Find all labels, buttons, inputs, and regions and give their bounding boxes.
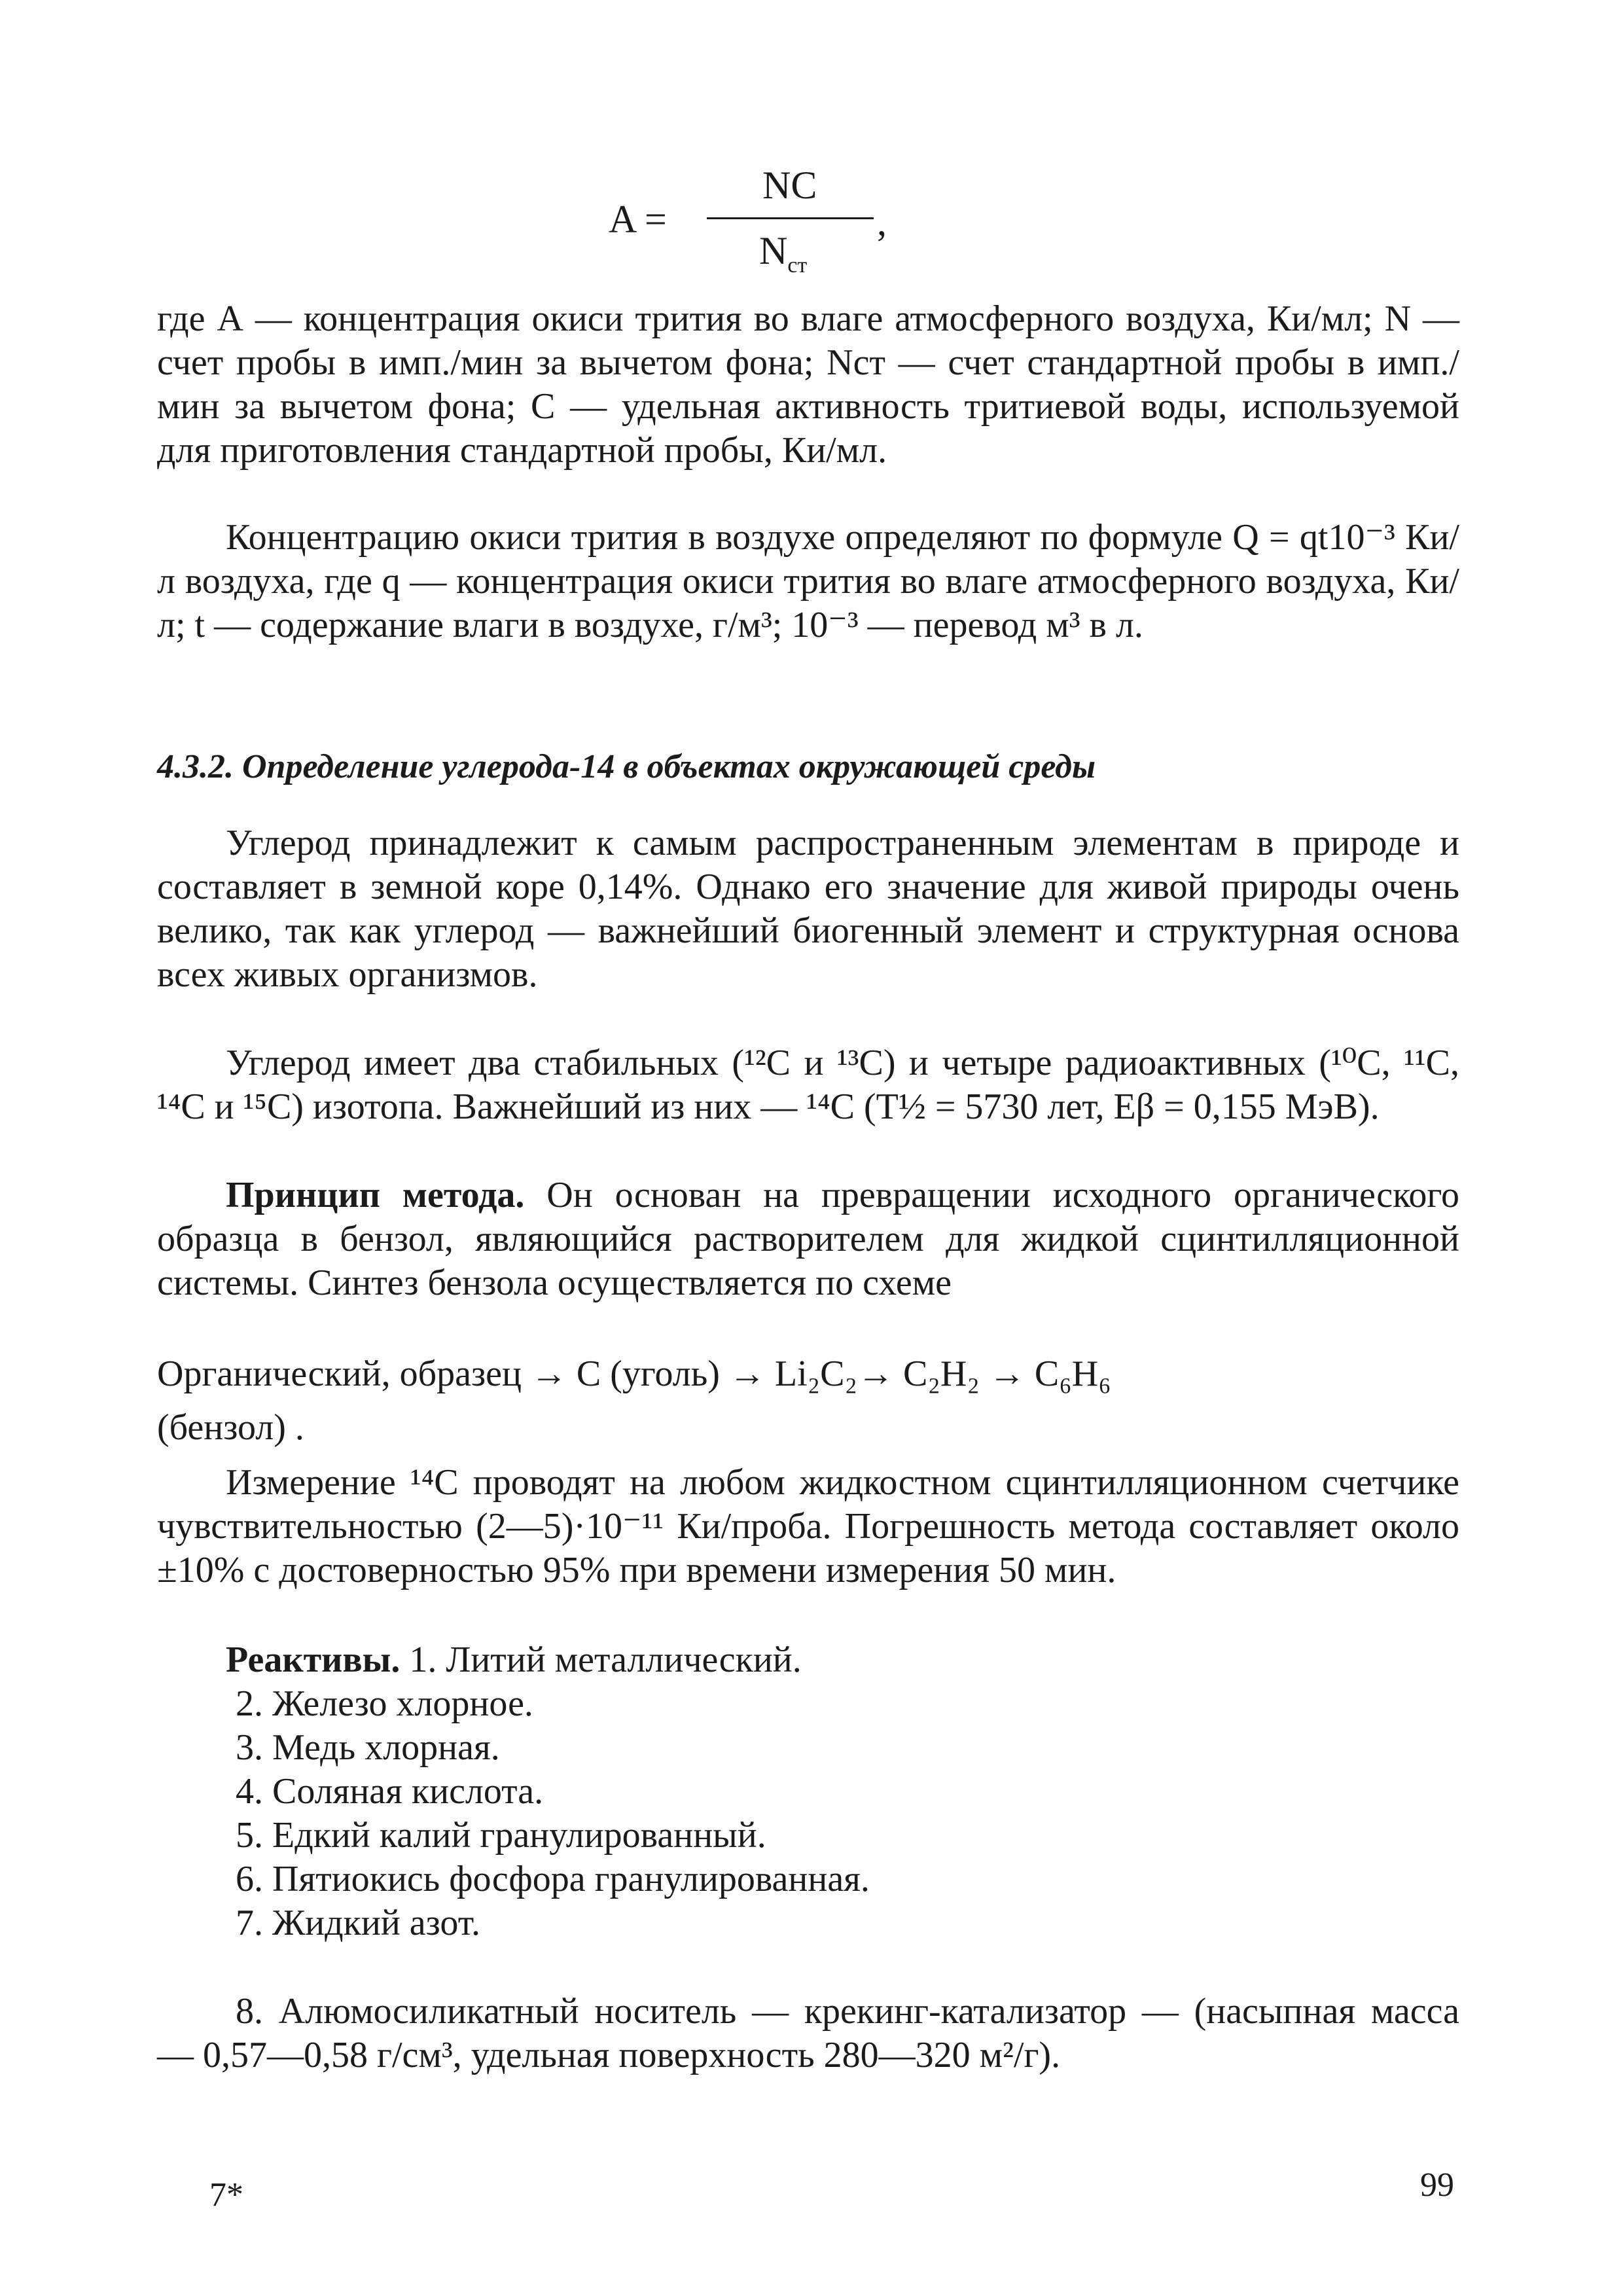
principle-text: Он основан на превращении исходного органического образца в бензол, являющийся растворителем для жидкой сцинтилляционной системы. Синтез бензола осуществляется по схеме: [157, 1175, 1460, 1303]
principle-label: Принцип метода.: [226, 1175, 525, 1215]
formula-trailing: ,: [877, 200, 887, 243]
reagent-item: 7. Жидкий азот.: [236, 1903, 480, 1943]
paragraph-tritium-air: Концентрацию окиси трития в воздухе определяют по формуле Q = qt10⁻³ Ки/л воздуха, где q — концентрация окиси трития во влаге атмосферного воздуха, Ки/л; t — содержание влаги в воздухе, г/м³; 10⁻³ — перевод м³ в л.: [157, 517, 1459, 645]
formula-denominator-base: N: [759, 229, 788, 272]
section-heading: 4.3.2. Определение углерода-14 в объектах окружающей среды: [157, 748, 1096, 785]
formula-denominator: [759, 229, 807, 287]
reagent-item: 3. Медь хлорная.: [236, 1727, 500, 1768]
formula-denominator-sub: ст: [787, 253, 808, 278]
paragraph-where: где А — концентрация окиси трития во влаге атмосферного воздуха, Ки/мл; N — счет пробы в имп./мин за вычетом фона; Nст — счет стандартной пробы в имп./мин за вычетом фона; С — удельная активность тритиевой воды, используемой для приготовления стандартной пробы, Ки/мл.: [157, 298, 1459, 471]
reagent-item: 4. Соляная кислота.: [236, 1771, 544, 1812]
reagents-list: [236, 1682, 870, 1945]
reagent-item-1: 1. Литий металлический.: [400, 1640, 802, 1680]
formula-lhs: A =: [609, 198, 667, 241]
formula-concentration: [609, 164, 910, 295]
fraction-bar: [707, 217, 874, 219]
reagent-item: 6. Пятиокись фосфора гранулированная.: [236, 1859, 870, 1899]
formula-numerator: NC: [762, 164, 817, 207]
page-number: 99: [1420, 2166, 1454, 2204]
reagent-item: 5. Едкий калий гранулированный.: [236, 1815, 766, 1856]
paragraph-measurement: Измерение ¹⁴С проводят на любом жидкостном сцинтилляционном счетчике чувствительностью (2—5)·10⁻¹¹ Ки/проба. Погрешность метода составляет около ±10% с достоверностью 95% при времени измерения 50 мин.: [157, 1462, 1459, 1590]
paragraph-principle: [157, 1174, 1459, 1305]
paragraph-isotopes: Углерод имеет два стабильных (¹²С и ¹³С) и четыре радиоактивных (¹⁰С, ¹¹С, ¹⁴С и ¹⁵С) изотопа. Важнейший из них — ¹⁴С (T½ = 5730 лет, Eβ = 0,155 МэВ).: [157, 1043, 1459, 1127]
reagents-label: Реактивы.: [226, 1640, 401, 1680]
paragraph-carbon: Углерод принадлежит к самым распространенным элементам в природе и составляет в земной коре 0,14%. Однако его значение для живой природы очень велико, так как углерод — важнейший биогенный элемент и структурная основа всех живых организмов.: [157, 823, 1459, 995]
reagent-item: 2. Железо хлорное.: [236, 1683, 533, 1724]
reagent-item-8: 8. Алюмосиликатный носитель — крекинг-катализатор — (насыпная масса — 0,57—0,58 г/см³, удельная поверхность 280—320 м²/г).: [157, 1991, 1459, 2075]
reagents-first: [157, 1638, 1459, 1682]
signature-mark: 7*: [209, 2176, 243, 2214]
synthesis-scheme-end: (бензол) .: [157, 1407, 304, 1448]
synthesis-scheme: Органический, образец → С (уголь) → Li₂C₂→ C₂H₂ → C₆H₆: [157, 1354, 1111, 1394]
